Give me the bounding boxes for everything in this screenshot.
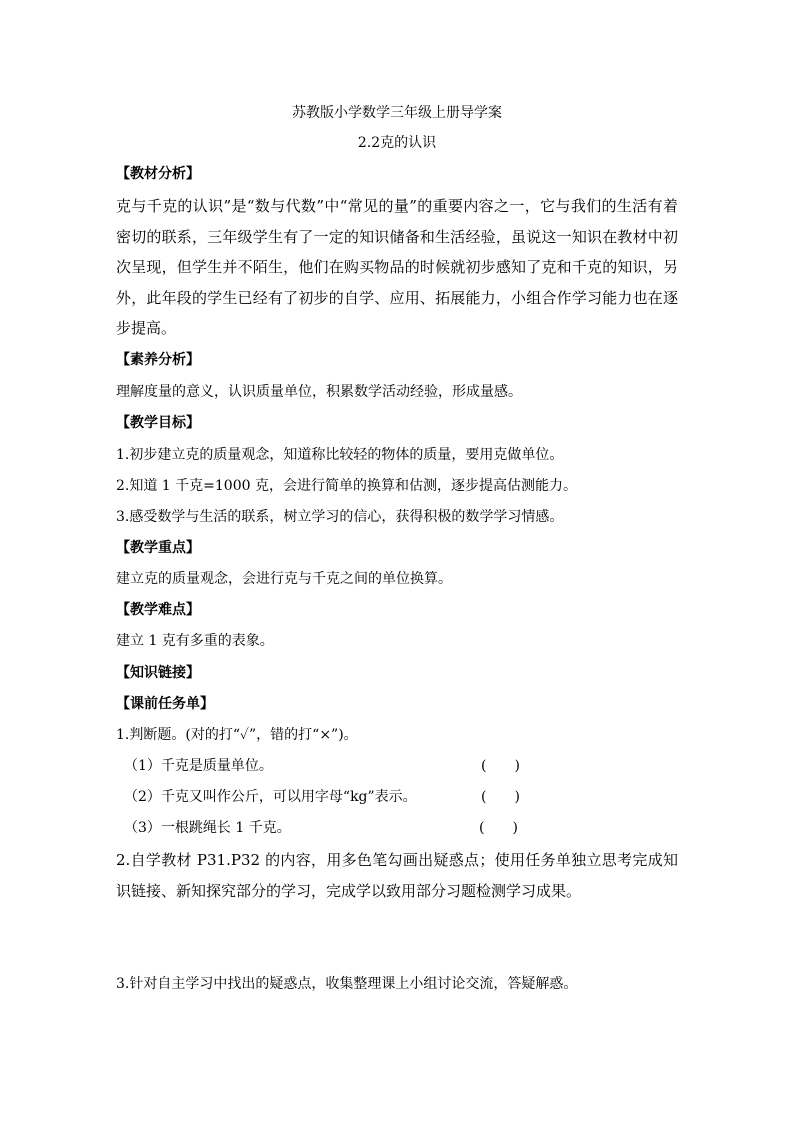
judgment-answer-blank[interactable]: ( ) xyxy=(481,789,520,805)
textbook-analysis-text: 克与千克的认识”是“数与代数”中“常见的量”的重要内容之一，它与我们的生活有着密切的联系，三年级学生有了一定的知识储备和生活经验，虽说这一知识在教材中初次呈现，但学生并不陌生，他们在购买物品的时候就初步感知了克和千克的知识，另外，此年段的学生已经有了初步的自学、应用、拓展能力，小组合作学习能力也在逐步提高。 xyxy=(116,197,678,337)
heading-literacy-analysis: 【素养分析】 xyxy=(116,352,200,368)
heading-teaching-goals: 【教学目标】 xyxy=(116,415,200,431)
judgment-item-text: （2）千克又叫作公斤，可以用字母“kg”表示。 xyxy=(124,789,417,805)
teaching-goal-item: 3.感受数学与生活的联系，树立学习的信心，获得积极的数学学习情感。 xyxy=(116,509,564,525)
judgment-item-text: （3）一根跳绳长 1 千克。 xyxy=(124,820,291,836)
judgment-answer-blank[interactable]: ( ) xyxy=(479,820,518,836)
judgment-item-text: （1）千克是质量单位。 xyxy=(124,758,273,774)
teaching-difficulty-text: 建立 1 克有多重的表象。 xyxy=(116,633,274,649)
heading-knowledge-link: 【知识链接】 xyxy=(116,665,200,681)
task-judgment-question: 1.判断题。(对的打“✓”，错的打“×”)。 xyxy=(116,727,358,743)
document-title: 苏教版小学数学三年级上册导学案 xyxy=(292,105,502,121)
judgment-answer-blank[interactable]: ( ) xyxy=(481,758,520,774)
teaching-goal-item: 1.初步建立克的质量观念，知道称比较轻的物体的质量，要用克做单位。 xyxy=(116,447,564,463)
teaching-focus-text: 建立克的质量观念，会进行克与千克之间的单位换算。 xyxy=(116,571,452,587)
teaching-goal-item: 2.知道 1 千克=1000 克，会进行简单的换算和估测，逐步提高估测能力。 xyxy=(116,478,577,494)
heading-textbook-analysis: 【教材分析】 xyxy=(116,166,200,182)
literacy-analysis-text: 理解度量的意义，认识质量单位，积累数学活动经验，形成量感。 xyxy=(116,384,522,400)
lesson-subtitle: 2.2克的认识 xyxy=(357,135,437,151)
heading-teaching-difficulty: 【教学难点】 xyxy=(116,602,200,618)
heading-teaching-focus: 【教学重点】 xyxy=(116,540,200,556)
task-self-study-text: 2.自学教材 P31.P32 的内容，用多色笔勾画出疑惑点；使用任务单独立思考完成知识链接、新知探究部分的学习，完成学以致用部分习题检测学习成果。 xyxy=(116,851,678,900)
task-discussion-text: 3.针对自主学习中找出的疑惑点，收集整理课上小组讨论交流，答疑解惑。 xyxy=(116,976,578,992)
heading-pre-class-tasks: 【课前任务单】 xyxy=(116,696,214,712)
